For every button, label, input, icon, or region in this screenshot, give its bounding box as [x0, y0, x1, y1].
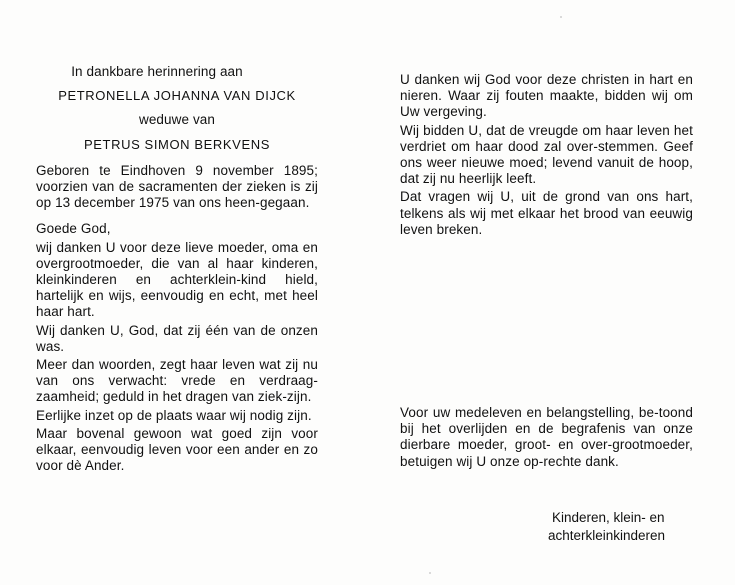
paper-speck [429, 572, 431, 574]
deceased-name: PETRONELLA JOHANNA VAN DIJCK [58, 88, 296, 104]
prayer-paragraph: Wij danken U, God, dat zij één van de onzen was. [36, 322, 318, 354]
spouse-name: PETRUS SIMON BERKVENS [84, 136, 270, 152]
fold-line [368, 30, 369, 550]
signature-block [548, 509, 698, 545]
signature-line: Kinderen, klein- en [552, 510, 665, 525]
bio-paragraph: Geboren te Eindhoven 9 november 1895; voorzien van de sacramenten der zieken is zij op 13 december 1975 van ons heen-gegaan. [36, 162, 318, 211]
prayer-paragraph: Wij bidden U, dat de vreugde om haar leven het verdriet om haar dood zal over-stemmen. Geef ons weer nieuwe moed; levend vanuit de hoop, dat zij nu heerlijk leeft. [400, 122, 693, 187]
prayer-paragraph: Goede God, [36, 221, 111, 237]
left-column [36, 64, 318, 476]
prayer-paragraph: Meer dan woorden, zegt haar leven wat zij nu van ons verwacht: vrede en verdraag-zaamheid; geduld in het dragen van ziek-zijn. [36, 357, 318, 405]
prayer-paragraph: Eerlijke inzet op de plaats waar wij nodig zijn. [36, 407, 312, 423]
prayer-paragraph: wij danken U voor deze lieve moeder, oma en overgrootmoeder, die van al haar kinderen, kleinkinderen en achterklein-kind hield, hartelijk en wijs, eenvoudig en echt, met heel haar hart. [36, 239, 318, 320]
right-column-thanks [400, 405, 693, 470]
intro-line: In dankbare herinnering aan [71, 64, 243, 79]
relation-line: weduwe van [138, 112, 216, 128]
right-column-prayer [400, 72, 693, 240]
thanks-paragraph: Voor uw medeleven en belangstelling, be-toond bij het overlijden en de begrafenis van onze dierbare moeder, groot- en over-grootmoeder, betuigen wij U onze op-rechte dank. [400, 405, 693, 469]
prayer-paragraph: U danken wij God voor deze christen in hart en nieren. Waar zij fouten maakte, bidden wij om Uw vergeving. [400, 72, 693, 120]
prayer-paragraph: Dat vragen wij U, uit de grond van ons hart, telkens als wij met elkaar het brood van eeuwig leven breken. [400, 189, 693, 237]
prayer-paragraph: Maar bovenal gewoon wat goed zijn voor elkaar, eenvoudig leven voor een ander en zo voor dè Ander. [36, 425, 318, 474]
paper-speck [560, 16, 562, 18]
signature-line: achterkleinkinderen [548, 528, 666, 543]
